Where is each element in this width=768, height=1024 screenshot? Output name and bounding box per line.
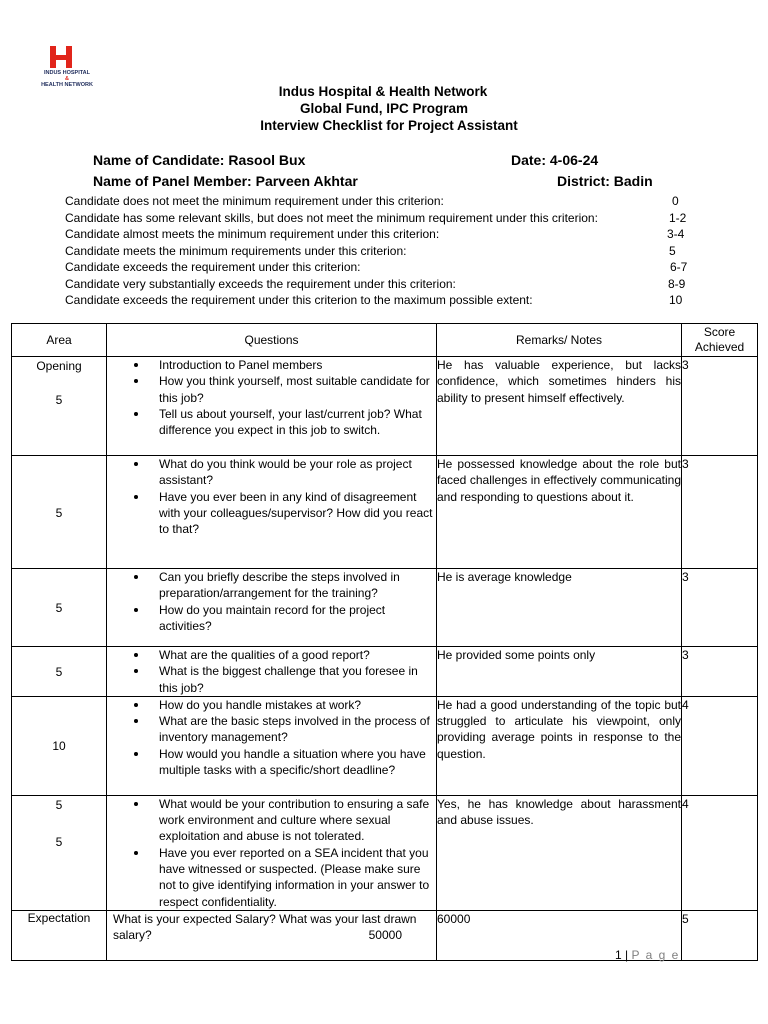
questions-cell: [107, 569, 437, 647]
area-cell: Opening 5: [12, 357, 107, 456]
table-row: [12, 456, 758, 569]
logo-text: INDUS HOSPITAL & HEALTH NETWORK: [41, 70, 93, 88]
scale-score: 6-7: [670, 260, 688, 274]
column-header-area: Area: [12, 324, 107, 357]
question-item: What is the biggest challenge that you foresee in this job?: [129, 663, 436, 696]
organization-logo: [36, 46, 98, 88]
questions-cell: [107, 456, 437, 569]
question-item: Have you ever reported on a SEA incident that you have witnessed or suspected. (Please make sure not to give identifying information in your answer to respect confidentiality.: [129, 845, 436, 910]
table-row: [12, 696, 758, 795]
area-cell: 5: [12, 456, 107, 569]
question-item: Have you ever been in any kind of disagreement with your colleagues/supervisor? How did you react to that?: [129, 489, 436, 538]
column-header-remarks: Remarks/ Notes: [437, 324, 682, 357]
questions-cell: [107, 910, 437, 960]
salary-question: What is your expected Salary? What was your last drawn salary?: [113, 911, 417, 943]
score-cell: 3: [682, 647, 758, 697]
logo-mark-icon: [50, 46, 72, 68]
page-footer: [615, 948, 680, 962]
remarks-cell: He has valuable experience, but lacks confidence, which sometimes hinders his ability to present himself effectively.: [437, 357, 682, 456]
document-header: [0, 83, 768, 134]
table-header-row: [12, 324, 758, 357]
last-drawn-salary: 50000: [368, 928, 402, 943]
score-cell: 4: [682, 795, 758, 910]
question-item: What would be your contribution to ensuring a safe work environment and culture where sexual exploitation and abuse is not tolerated.: [129, 796, 436, 845]
scale-row: Candidate exceeds the requirement under this criterion to the maximum possible extent: 10: [65, 293, 683, 307]
scale-score: 3-4: [667, 227, 685, 241]
question-item: How do you maintain record for the project activities?: [129, 602, 436, 635]
scoring-scale: [65, 193, 705, 309]
scale-score: 8-9: [668, 276, 686, 291]
score-cell: 3: [682, 569, 758, 647]
remarks-cell: He is average knowledge: [437, 569, 682, 647]
score-cell: 4: [682, 696, 758, 795]
area-cell: 5: [12, 647, 107, 697]
page-separator: |: [625, 948, 629, 962]
scale-score: 0: [672, 194, 679, 208]
panel-member-name: Name of Panel Member: Parveen Akhtar: [93, 173, 358, 189]
table-row: [12, 795, 758, 910]
scale-row: Candidate almost meets the minimum requirement under this criterion: 3-4: [65, 227, 685, 241]
area-cell: 10: [12, 696, 107, 795]
area-cell: Expectation: [12, 910, 107, 960]
score-cell: 3: [682, 357, 758, 456]
organization-name: Indus Hospital & Health Network: [278, 84, 488, 99]
scale-score: 10: [669, 293, 683, 307]
question-item: Can you briefly describe the steps involved in preparation/arrangement for the training?: [129, 569, 436, 602]
question-item: How you think yourself, most suitable candidate for this job?: [129, 373, 436, 406]
column-header-questions: Questions: [107, 324, 437, 357]
candidate-name: Name of Candidate: Rasool Bux: [93, 152, 306, 168]
interview-date: Date: 4-06-24: [511, 152, 599, 168]
questions-cell: [107, 795, 437, 910]
scale-row: Candidate very substantially exceeds the requirement under this criterion: 8-9: [65, 276, 686, 291]
table-row: [12, 357, 758, 456]
district: District: Badin: [557, 173, 653, 189]
column-header-score: Score Achieved: [682, 324, 758, 357]
area-cell: 5: [12, 569, 107, 647]
table-row: [12, 569, 758, 647]
remarks-cell: He provided some points only: [437, 647, 682, 697]
remarks-cell: He possessed knowledge about the role but faced challenges in effectively communicating and responding to questions about it.: [437, 456, 682, 569]
question-item: What are the qualities of a good report?: [129, 647, 436, 663]
document-title: Interview Checklist for Project Assistant: [260, 118, 518, 133]
remarks-cell: He had a good understanding of the topic but struggled to articulate his viewpoint, only providing average points in response to the question.: [437, 696, 682, 795]
questions-cell: [107, 696, 437, 795]
question-item: How do you handle mistakes at work?: [129, 697, 436, 713]
interview-checklist-table: [11, 323, 758, 961]
table-row: [12, 647, 758, 697]
question-item: What are the basic steps involved in the process of inventory management?: [129, 713, 436, 746]
remarks-cell: 60000: [437, 910, 682, 960]
page-label: P a g e: [631, 948, 680, 962]
question-item: What do you think would be your role as project assistant?: [129, 456, 436, 489]
area-cell: 5 5: [12, 795, 107, 910]
score-cell: 5: [682, 910, 758, 960]
question-item: Introduction to Panel members: [129, 357, 436, 373]
scale-score: 1-2: [669, 210, 687, 225]
question-item: How would you handle a situation where you have multiple tasks with a specific/short deadline?: [129, 746, 436, 779]
score-cell: 3: [682, 456, 758, 569]
program-name: Global Fund, IPC Program: [299, 101, 468, 116]
questions-cell: [107, 647, 437, 697]
scale-row: Candidate meets the minimum requirements under this criterion: 5: [65, 243, 676, 258]
question-item: Tell us about yourself, your last/current job? What difference you expect in this job to switch.: [129, 406, 436, 439]
scale-score: 5: [669, 243, 676, 258]
questions-cell: [107, 357, 437, 456]
remarks-cell: Yes, he has knowledge about harassment and abuse issues.: [437, 795, 682, 910]
page-number: 1: [615, 948, 622, 962]
scale-row: Candidate does not meet the minimum requirement under this criterion: 0: [65, 194, 679, 208]
scale-row: Candidate exceeds the requirement under this criterion: 6-7: [65, 260, 688, 274]
scale-row: Candidate has some relevant skills, but does not meet the minimum requirement under this criterion: 1-2: [65, 210, 687, 225]
